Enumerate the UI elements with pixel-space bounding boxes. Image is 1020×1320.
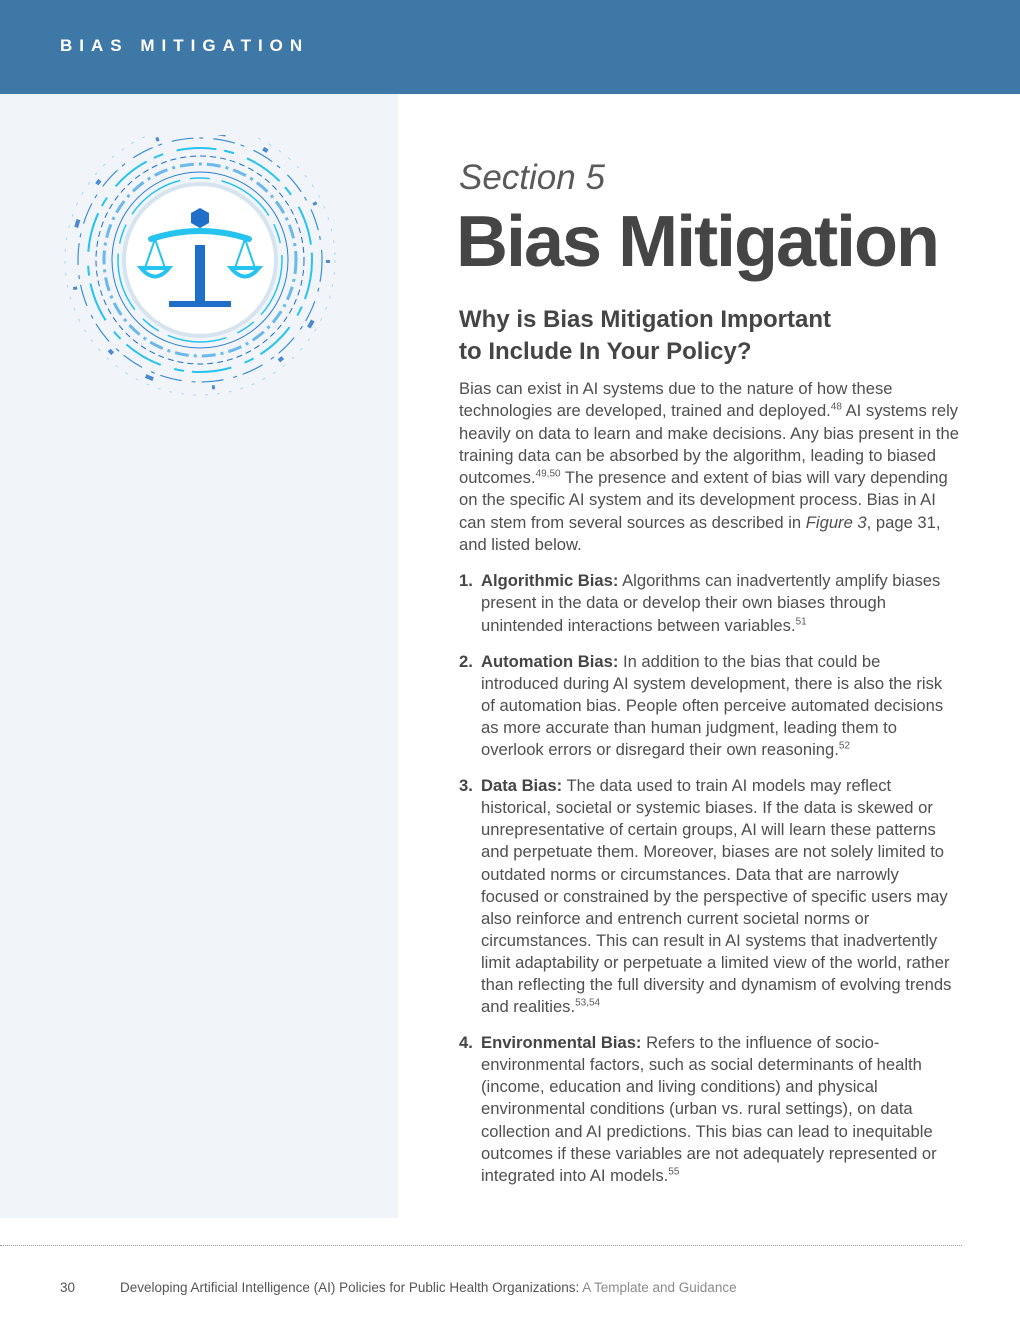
section-label: Section 5 <box>459 158 605 197</box>
bias-description: Refers to the influence of socio-environmental factors, such as social determinants of health (income, education and living conditions) and physical environmental conditions (urban vs. rural settings), on data collection and AI predictions. This bias can lead to inequitable outcomes if these variables are not adequately represented or integrated into AI models. <box>481 1033 937 1185</box>
bias-term: Data Bias: <box>481 776 563 796</box>
list-item <box>459 651 959 761</box>
footnote-ref: 51 <box>795 616 807 628</box>
bias-term: Environmental Bias: <box>481 1033 642 1053</box>
list-item <box>459 1032 959 1187</box>
footer-divider <box>0 1245 962 1246</box>
bias-description: Algorithms can inadvertently amplify biases present in the data or develop their own biases through unintended interactions between variables. <box>481 571 941 635</box>
figure-reference: Figure 3 <box>805 512 867 532</box>
footer-subtitle: A Template and Guidance <box>579 1280 737 1295</box>
header-title: BIAS MITIGATION <box>60 36 310 55</box>
page-title: Bias Mitigation <box>456 202 939 282</box>
bias-list <box>459 570 959 1186</box>
main-content <box>456 156 959 1201</box>
page-number: 30 <box>60 1280 76 1295</box>
intro-text-3: The presence and extent of bias will vary depending on the specific AI system and its development process. Bias in AI can stem from several sources as described in <box>459 468 948 532</box>
intro-text-4: , page 31, and listed below. <box>459 512 941 555</box>
list-number: 2. <box>459 651 473 671</box>
footer-title: Developing Artificial Intelligence (AI) Policies for Public Health Organizations: <box>120 1280 580 1295</box>
intro-text-1: Bias can exist in AI systems due to the nature of how these technologies are developed, trained and deployed. <box>459 379 893 421</box>
subheading-line-1: Why is Bias Mitigation Important <box>459 306 832 333</box>
list-number: 3. <box>459 776 473 796</box>
section-subheading <box>459 304 959 368</box>
footnote-ref: 49,50 <box>535 468 561 480</box>
list-number: 1. <box>459 571 473 591</box>
footnote-ref: 52 <box>838 740 850 752</box>
footer-document-title <box>120 1280 737 1295</box>
list-item <box>459 775 959 1018</box>
scales-of-justice-icon <box>55 135 345 405</box>
bias-term: Automation Bias: <box>481 651 619 671</box>
header-band <box>0 0 1020 94</box>
subheading-line-2: to Include In Your Policy? <box>459 338 752 365</box>
footnote-ref: 48 <box>830 401 842 413</box>
list-item <box>459 570 959 636</box>
intro-paragraph <box>459 378 959 556</box>
list-number: 4. <box>459 1033 473 1053</box>
bias-term: Algorithmic Bias: <box>481 571 619 591</box>
intro-text-2: AI systems rely heavily on data to learn and make decisions. Any bias present in the training data can be absorbed by the algorithm, leading to biased outcomes. <box>459 401 959 488</box>
footnote-ref: 53,54 <box>575 997 601 1009</box>
footnote-ref: 55 <box>668 1166 680 1178</box>
bias-description: The data used to train AI models may reflect historical, societal or systemic biases. If the data is skewed or unrepresentative of certain groups, AI will learn these patterns and perpetuate them. Moreover, biases are not solely limited to outdated norms or circumstances. Data that are narrowly focused or constrained by the perspective of specific users may also reinforce and entrench current societal norms or circumstances. This can result in AI systems that inadvertently limit adaptability or perpetuate a limited view of the world, rather than reflecting the full diversity and dynamism of evolving trends and realities. <box>481 776 952 1017</box>
bias-description: In addition to the bias that could be introduced during AI system development, there is also the risk of automation bias. People often perceive automated decisions as more accurate than human judgment, leading them to overlook errors or disregard their own reasoning. <box>481 651 944 760</box>
